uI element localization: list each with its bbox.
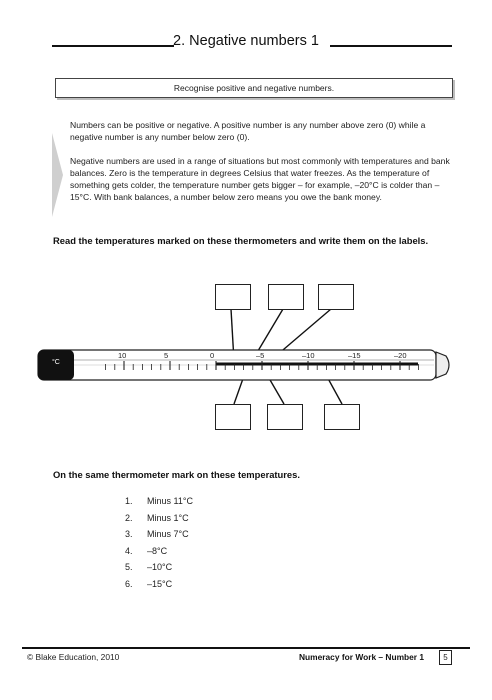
- list-item: 1. Minus 11°C: [125, 496, 193, 506]
- answer-box-bottom-3[interactable]: [324, 404, 360, 430]
- book-title: Numeracy for Work – Number 1: [299, 652, 425, 662]
- scale-label: 5: [164, 351, 169, 360]
- scale-label: –15: [348, 351, 361, 360]
- list-item: 4. –8°C: [125, 545, 168, 556]
- unit-label: °C: [52, 359, 60, 366]
- exercise-1-instruction: Read the temperatures marked on these thermometers and write them on the labels.: [53, 235, 429, 246]
- page-number: 5: [439, 650, 452, 665]
- scale-label: 0: [210, 351, 215, 360]
- page-title: 2. Negative numbers 1: [173, 33, 319, 49]
- intro-paragraph-1: Numbers can be positive or negative. A positive number is any number above zero (0) while a negative number is any number below zero (0).: [70, 120, 426, 142]
- copyright-text: © Blake Education, 2010: [27, 652, 120, 662]
- exercise-2-instruction: On the same thermometer mark on these temperatures.: [53, 469, 300, 480]
- list-item: 6. –15°C: [125, 578, 173, 589]
- scale-label: 10: [118, 351, 127, 360]
- intro-paragraph-2: Negative numbers are used in a range of situations but most commonly with temperatures and bank balances. Zero is the temperature in degrees Celsius that water freezes. As the temperature of something gets colder, the temperature number gets bigger – for example, –20°C is colder than –15°C. With bank balances, a number below zero means you owe the bank money.: [70, 156, 450, 202]
- scale-label: –5: [256, 351, 265, 360]
- footer-rule: [22, 647, 470, 649]
- answer-box-bottom-2[interactable]: [267, 404, 303, 430]
- answer-box-top-3[interactable]: [318, 284, 354, 310]
- scale-label: –10: [302, 351, 315, 360]
- learning-objective-box: Recognise positive and negative numbers.: [55, 78, 453, 98]
- temperature-task-list: [125, 496, 193, 595]
- list-item: 2. Minus 1°C: [125, 512, 189, 523]
- answer-box-top-1[interactable]: [215, 284, 251, 310]
- thermometer-tip: [436, 352, 449, 378]
- list-item: 5. –10°C: [125, 562, 173, 572]
- list-item: 3. Minus 7°C: [125, 529, 189, 539]
- scale-label: –20: [394, 351, 407, 360]
- answer-box-top-2[interactable]: [268, 284, 304, 310]
- answer-box-bottom-1[interactable]: [215, 404, 251, 430]
